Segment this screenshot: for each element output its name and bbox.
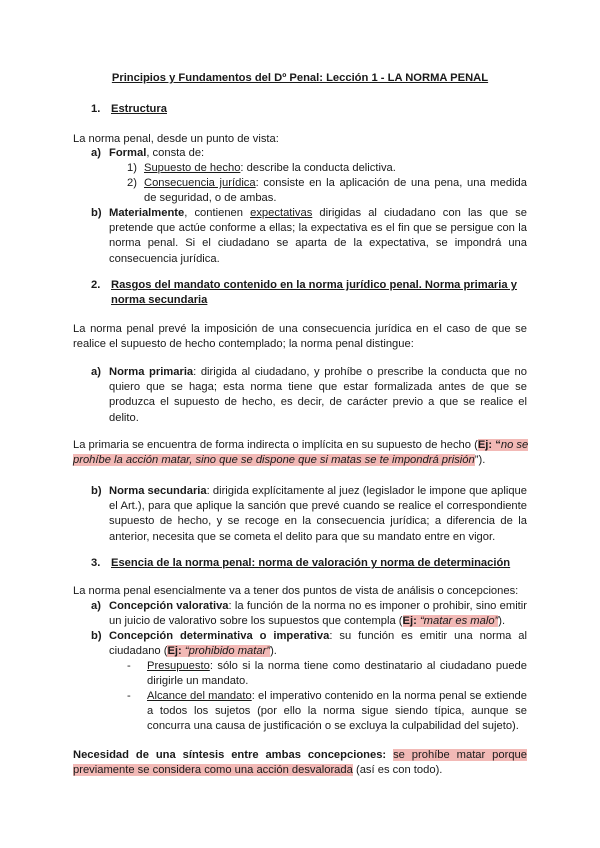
- closing-paragraph: [73, 748, 527, 778]
- list-item-valorativa: [91, 599, 527, 629]
- term: Norma secundaria: [109, 485, 207, 497]
- list-label: b): [91, 485, 102, 497]
- item-text: : describe la conducta delictiva.: [240, 162, 396, 174]
- list-item-formal: [91, 146, 527, 161]
- section-2-intro: La norma penal prevé la imposición de una consecuencia jurídica en el caso de que se realice el supuesto de hecho contemplado; la norma penal distingue:: [73, 323, 527, 351]
- section-number: 3.: [91, 557, 101, 569]
- item-text: : dirigida explícitamente al juez (legislador le impone que aplique el Art.), para que aplique la sanción que prevé cuando se realice el correspondiente supuesto de hecho, y se recoge en la consecuencia jurídica; a diferencia de la anterior, necesita que se cometa el delito para que su mandato entre en vigor.: [109, 485, 527, 543]
- list-label: a): [91, 147, 101, 159]
- sub-number: 1): [127, 162, 137, 174]
- section-1-intro: La norma penal, desde un punto de vista:: [73, 133, 279, 145]
- list-item-norma-primaria: [91, 365, 527, 426]
- item-text: dirigidas al ciudadano con las que se pretende que actúe conforme a ellas; la expectativa es el fin que se persigue con la norma penal. Si el ciudadano se aparta de la expectativa, se impondrá una consecuencia jurídica.: [109, 207, 527, 265]
- list-item-material: [91, 206, 527, 267]
- sub-number: 2): [127, 177, 137, 189]
- list-label: b): [91, 207, 102, 219]
- section-3-intro: La norma penal esencialmente va a tener dos puntos de vista de análisis o concepciones:: [73, 585, 519, 597]
- closing-highlight: se prohíbe matar porque previamente se considera como una acción desvalorada: [73, 749, 527, 777]
- example-label: Ej: “: [477, 439, 501, 451]
- term: Norma primaria: [109, 366, 194, 378]
- term: Materialmente: [109, 207, 185, 219]
- item-text: : sólo si la norma tiene como destinatario al ciudadano puede dirigirle un mandato.: [147, 660, 527, 688]
- example-label: Ej:: [167, 645, 185, 658]
- dash-item-alcance: [127, 689, 527, 735]
- term-underlined: expectativas: [250, 207, 313, 219]
- term: Consecuencia jurídica: [144, 177, 256, 189]
- term: Presupuesto: [147, 660, 210, 672]
- section-title: Rasgos del mandato contenido en la norma jurídico penal. Norma primaria y norma secundaria: [111, 279, 517, 307]
- item-text: , consta de:: [146, 147, 205, 159]
- closing-text: (así es con todo).: [352, 764, 443, 777]
- item-text: : su función es emitir una norma al ciudadano (: [109, 630, 527, 658]
- closing-heading: Necesidad de una síntesis entre ambas concepciones:: [73, 749, 387, 761]
- term: Formal: [109, 147, 147, 159]
- sub-item-supuesto: [127, 161, 527, 176]
- dash-item-presupuesto: [127, 659, 527, 689]
- note-text: La primaria se encuentra de forma indirecta o implícita en su supuesto de hecho (: [73, 439, 478, 451]
- item-text: : la función de la norma no es imponer o prohibir, sino emitir un juicio de valorativo sobre los supuestos que contempla (: [109, 600, 527, 628]
- term: Concepción determinativa o imperativa: [109, 630, 330, 642]
- section-number: 1.: [91, 103, 101, 115]
- item-text: , contienen: [184, 207, 251, 219]
- note-text: ”).: [474, 454, 486, 467]
- item-text: : el imperativo contenido en la norma penal se extiende a todos los sujetos (por ello la norma sigue siendo típica, aunque se concurra una causa de justificación o se excluya la culpabilidad del sujeto).: [147, 690, 528, 733]
- item-text: ).: [498, 615, 506, 628]
- example-quote: “prohibido matar”: [184, 645, 271, 658]
- sub-item-consecuencia: [127, 176, 527, 206]
- section-title: Esencia de la norma penal: norma de valoración y norma de determinación: [111, 557, 511, 569]
- section-3-heading: [91, 556, 531, 571]
- primary-note: [73, 438, 533, 468]
- dash-marker: -: [127, 690, 131, 702]
- item-text: : consiste en la aplicación de una pena, una medida de seguridad, o de ambas.: [144, 177, 527, 205]
- item-text: ).: [270, 645, 277, 658]
- section-1-heading: [91, 102, 531, 117]
- section-number: 2.: [91, 279, 101, 291]
- section-2-heading: [91, 278, 531, 308]
- section-title: Estructura: [111, 103, 167, 115]
- list-item-norma-secundaria: [91, 484, 527, 545]
- list-item-determinativa: [91, 629, 527, 659]
- item-text: : dirigida al ciudadano, y prohíbe o prescribe la conducta que no quiero que se haga; esta norma tiene que estar formalizada antes de que se produzca el supuesto de hecho, es decir, de carácter previo a que se realice el delito.: [109, 366, 527, 424]
- example-label: Ej:: [402, 615, 420, 628]
- page-title: Principios y Fundamentos del Dº Penal: Lección 1 - LA NORMA PENAL: [111, 72, 489, 84]
- list-label: b): [91, 630, 102, 642]
- list-label: a): [91, 366, 101, 378]
- example-quote: no se prohíbe la acción matar, sino que se dispone que si matas se te impondrá prisión: [73, 439, 529, 467]
- term: Alcance del mandato: [147, 690, 252, 702]
- term: Concepción valorativa: [109, 600, 229, 612]
- list-label: a): [91, 600, 101, 612]
- example-quote: “matar es malo”: [419, 615, 499, 628]
- dash-marker: -: [127, 660, 131, 672]
- term: Supuesto de hecho: [144, 162, 241, 174]
